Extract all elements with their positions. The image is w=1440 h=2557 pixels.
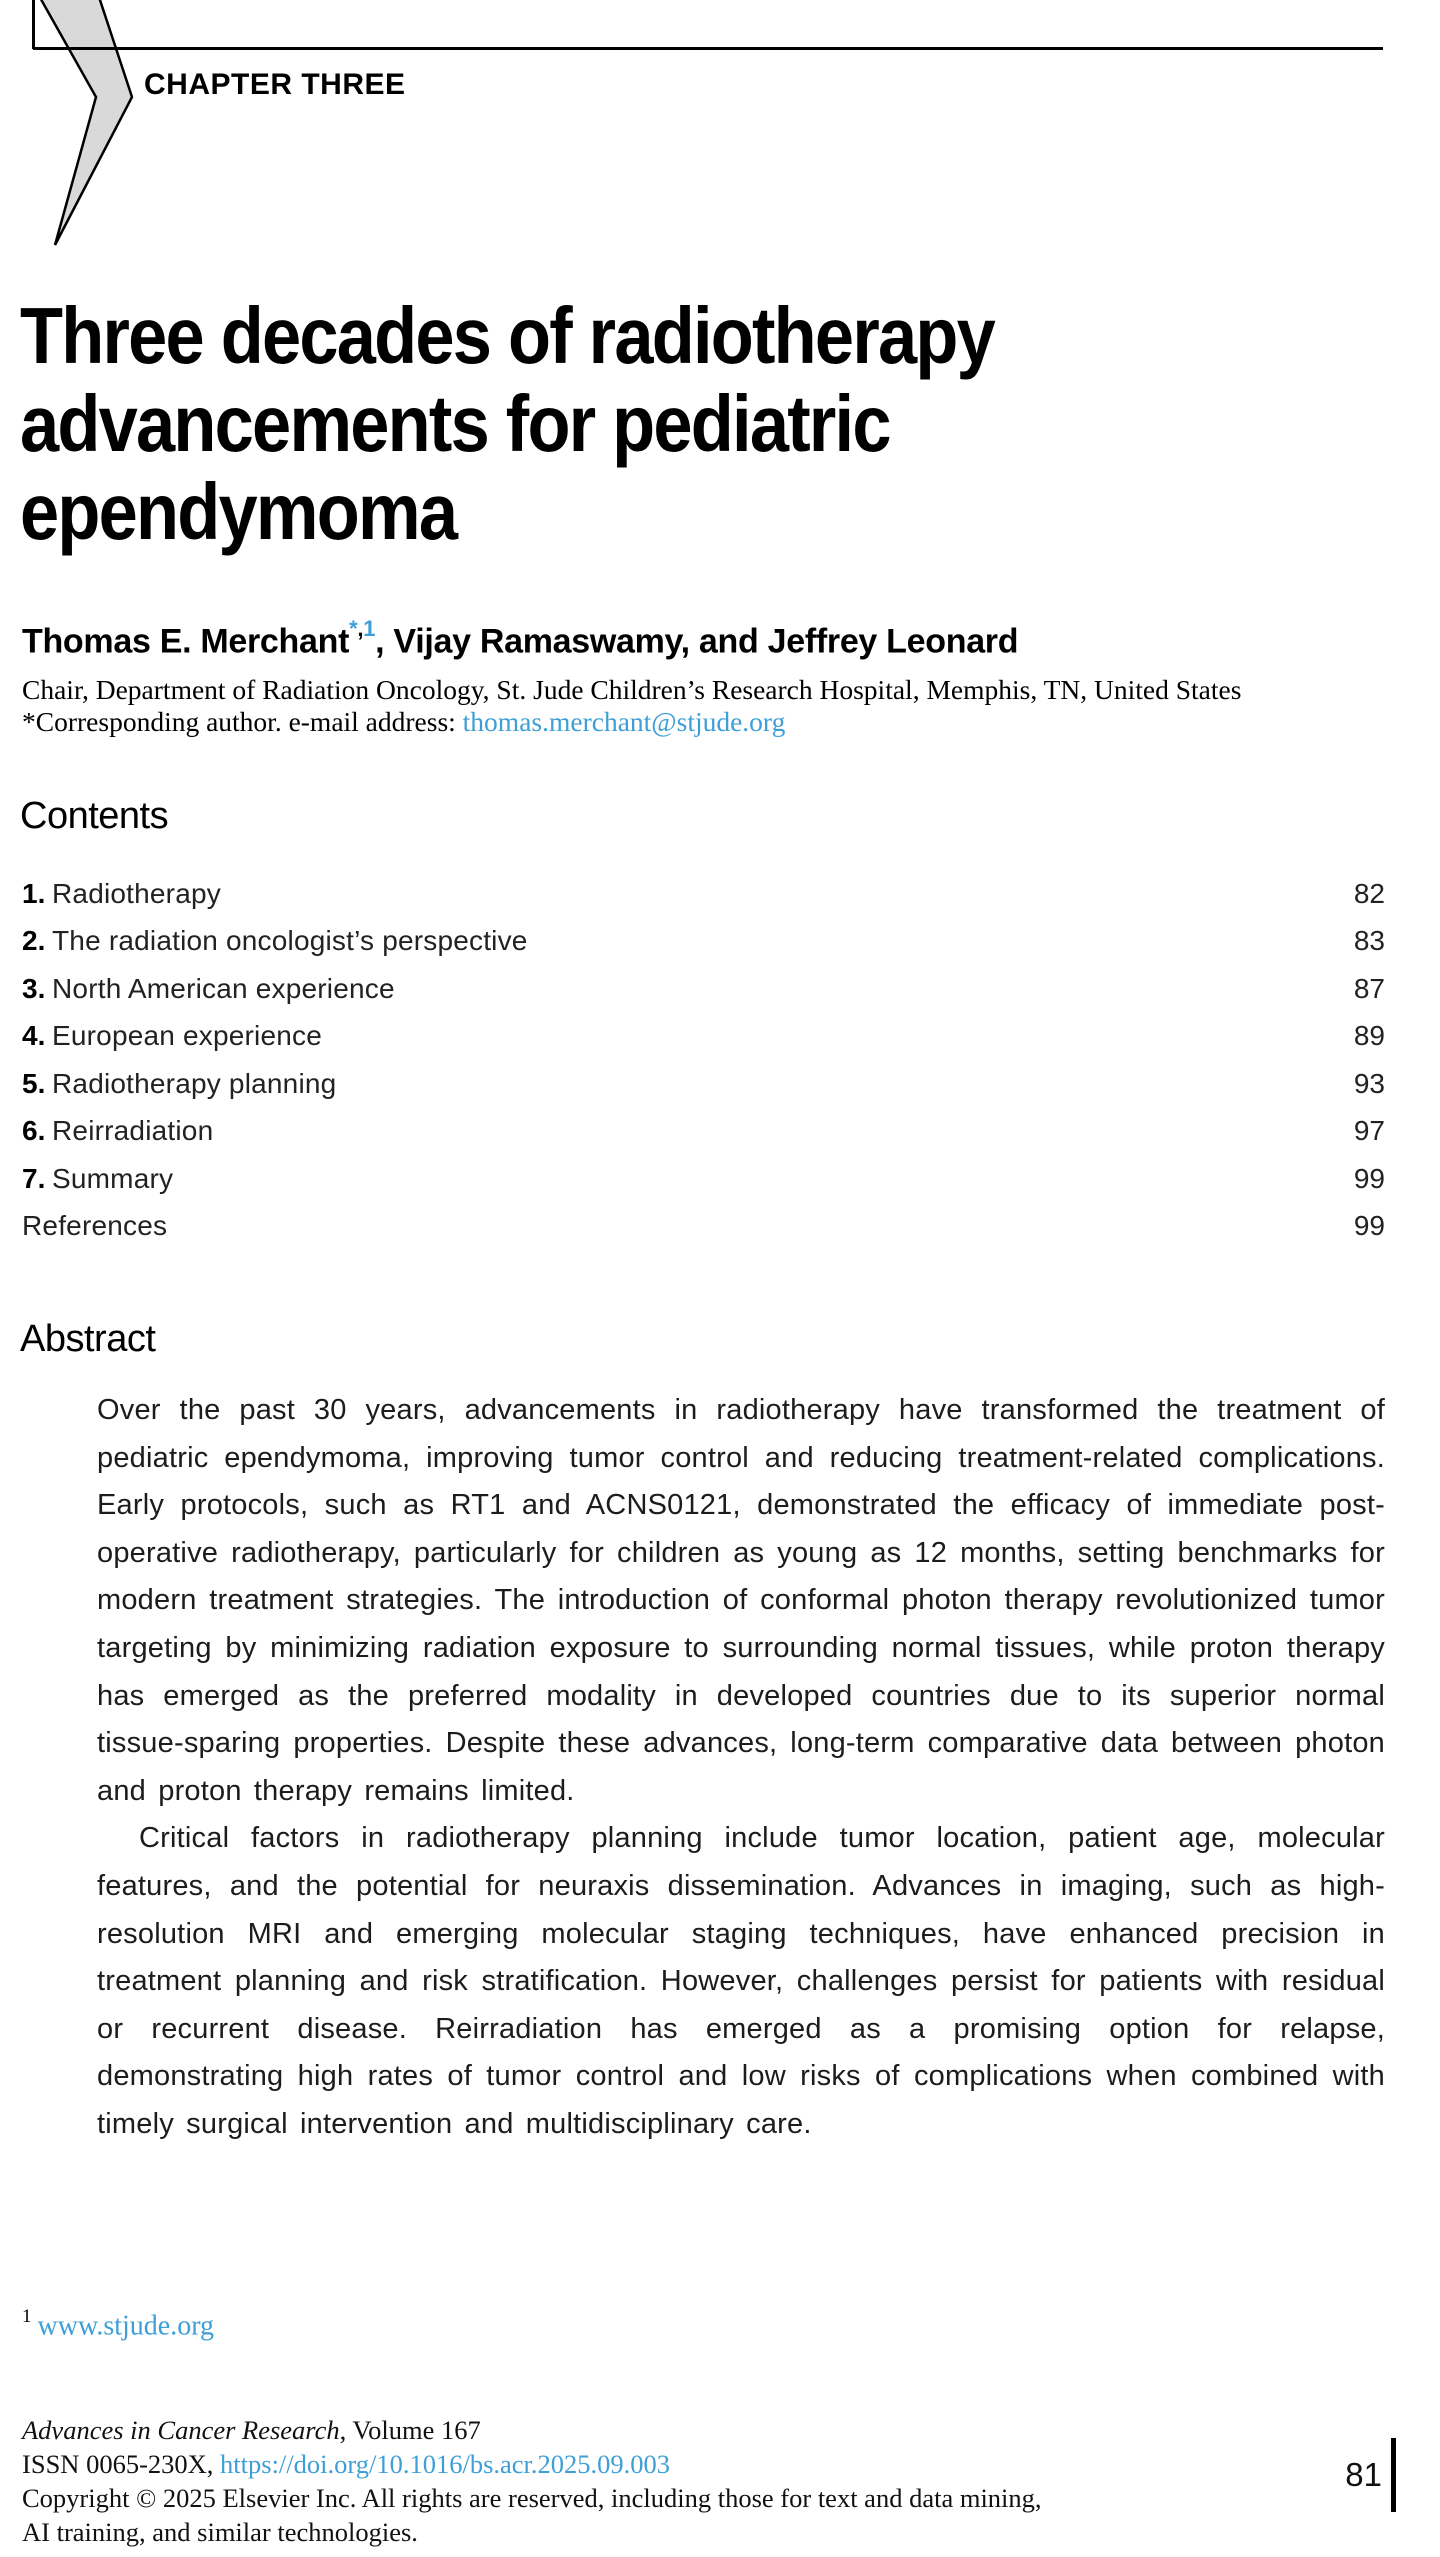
contents-heading: Contents (20, 795, 169, 837)
series-volume: , Volume 167 (339, 2415, 481, 2445)
corresponding-star: * (349, 616, 358, 641)
toc-label: References (22, 1210, 168, 1242)
toc-row-radiotherapy (22, 870, 1385, 918)
toc-row-summary (22, 1155, 1385, 1203)
issn-doi-line (22, 2447, 1042, 2481)
toc-page: 89 (1353, 1020, 1385, 1052)
title-line-2: advancements for pediatric (20, 379, 890, 468)
chapter-chevron-icon (0, 0, 170, 250)
toc-label: Summary (52, 1162, 174, 1194)
header-rule (33, 47, 1383, 50)
toc-row-reirradiation (22, 1108, 1385, 1156)
chapter-label: CHAPTER THREE (144, 68, 406, 101)
imprint-block (22, 2413, 1042, 2549)
corresponding-prefix: *Corresponding author. e-mail address: (22, 706, 463, 737)
toc-row-perspective (22, 918, 1385, 966)
toc-number: 3. (22, 972, 46, 1004)
abstract-paragraph-2: Critical factors in radiotherapy planning include tumor location, patient age, molecular features, and the potential for neuraxis dissemination. Advances in imaging, such as high-resolution MRI and emerging molecular staging techniques, have enhanced precision in treatment planning and risk stratification. However, challenges persist for patients with residual or recurrent disease. Reirradiation has emerged as a promising option for relapse, demonstrating high rates of tumor control and low risks of complications when combined with timely surgical intervention and multidisciplinary care. (97, 1822, 1385, 2140)
toc-number: 4. (22, 1020, 46, 1052)
toc-row-european (22, 1013, 1385, 1061)
series-line (22, 2413, 1042, 2447)
author-superscript (349, 616, 375, 641)
corresponding-note (22, 706, 785, 738)
toc-row-planning (22, 1060, 1385, 1108)
title-line-1: Three decades of radiotherapy (20, 291, 994, 380)
toc-number: 1. (22, 877, 46, 909)
toc-label: Reirradiation (52, 1115, 214, 1147)
footnote (22, 2308, 214, 2342)
series-title: Advances in Cancer Research (22, 2415, 340, 2445)
toc-page: 93 (1353, 1067, 1385, 1099)
toc-page: 82 (1353, 877, 1385, 909)
affiliation-line: Chair, Department of Radiation Oncology, St. Jude Children’s Research Hospital, Memphis, TN, United States (22, 674, 1242, 705)
lead-author-name: Thomas E. Merchant (22, 622, 350, 661)
toc-number: 6. (22, 1115, 46, 1147)
chevron-edge-line (32, 0, 35, 49)
coauthor-names: , Vijay Ramaswamy, and Jeffrey Leonard (375, 622, 1019, 661)
toc-label: European experience (52, 1020, 322, 1052)
email-link[interactable]: thomas.merchant@stjude.org (462, 706, 786, 737)
footnote-link[interactable]: www.stjude.org (37, 2310, 215, 2342)
authors-line (22, 616, 1019, 661)
toc-number: 2. (22, 925, 46, 957)
toc-row-north-american (22, 965, 1385, 1013)
toc-page: 87 (1353, 972, 1385, 1004)
toc-number: 7. (22, 1162, 46, 1194)
toc-page: 99 (1353, 1210, 1385, 1242)
page-edge-bar (1391, 2438, 1396, 2512)
copyright-line-2: AI training, and similar technologies. (22, 2517, 418, 2547)
toc-page: 99 (1353, 1162, 1385, 1194)
toc-page: 83 (1353, 925, 1385, 957)
toc-label: Radiotherapy planning (52, 1067, 337, 1099)
toc-row-references (22, 1203, 1385, 1251)
contents-list (22, 870, 1385, 1250)
title-line-3: ependymoma (20, 467, 457, 556)
copyright-line: Copyright © 2025 Elsevier Inc. All rights are reserved, including those for text and data mining, (22, 2483, 1042, 2513)
footnote-marker: 1 (22, 2306, 32, 2327)
toc-label: The radiation oncologist’s perspective (52, 925, 528, 957)
toc-label: North American experience (52, 972, 395, 1004)
toc-page: 97 (1353, 1115, 1385, 1147)
page-title (20, 292, 994, 556)
toc-label: Radiotherapy (52, 877, 221, 909)
doi-link[interactable]: https://doi.org/10.1016/bs.acr.2025.09.003 (220, 2449, 671, 2479)
issn-text: ISSN 0065-230X, (22, 2449, 221, 2479)
abstract-paragraph-1: Over the past 30 years, advancements in radiotherapy have transformed the treatment of pediatric ependymoma, improving tumor control and reducing treatment-related complications. Early protocols, such as RT1 and ACNS0121, demonstrated the efficacy of immediate post-operative radiotherapy, particularly for children as young as 12 months, setting benchmarks for modern treatment strategies. The introduction of conformal photon therapy revolutionized tumor targeting by minimizing radiation exposure to surrounding normal tissues, while proton therapy has emerged as the preferred modality in developed countries due to its superior normal tissue-sparing properties. Despite these advances, long-term comparative data between photon and proton therapy remains limited. (97, 1394, 1385, 1807)
abstract-body (97, 1387, 1385, 2149)
footnote-ref-number: 1 (363, 616, 376, 641)
superscript-separator: , (357, 616, 364, 641)
abstract-heading: Abstract (20, 1318, 156, 1360)
toc-number: 5. (22, 1067, 46, 1099)
page-number: 81 (1345, 2456, 1382, 2493)
